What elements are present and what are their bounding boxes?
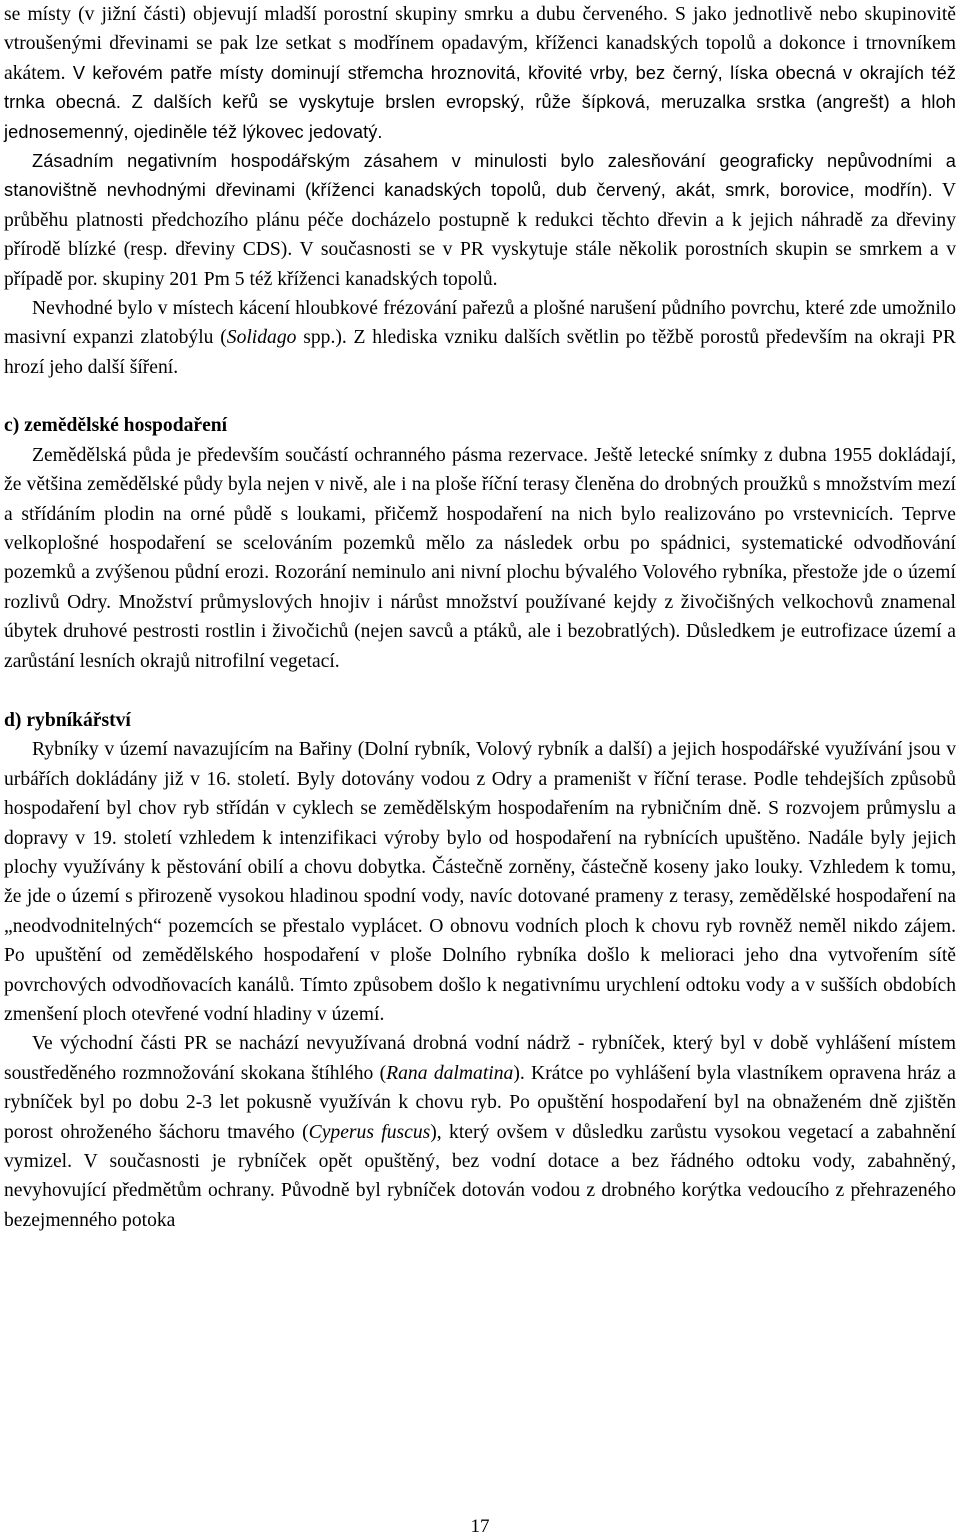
paragraph-fishponds-history: Rybníky v území navazujícím na Bařiny (Dolní rybník, Volový rybník a další) a jejich hospodářské využívání jsou v urbářích dokládány již v 16. století. Byly dotovány vodou z Odry a prameništ v říční terase. Podle tehdejších způsobů hospodaření byl chov ryb střídán v cyklech se zemědělským hospodařením na rybničním dně. S rozvojem průmyslu a dopravy v 19. století vzhledem k intenzifikaci výroby bylo od hospodaření na rybnících upuštěno. Nadále byly jejich plochy využívány k pěstování obilí a chovu dobytka. Částečně zorněny, částečně koseny jako louky. Vzhledem k tomu, že jde o území s přirozeně vysokou hladinou spodní vody, navíc dotované prameny z terasy, zemědělské hospodaření na „neodvodnitelných“ pozemcích se přestalo vyplácet. O obnovu vodních ploch k chovu ryb rovněž neměl nikdo zájem. Po upuštění od zemědělského hospodaření v ploše Dolního rybníka došlo k melioraci jeho dna vytvořením sítě povrchových odvodňovacích kanálů. Tímto způsobem došlo k negativnímu urychlení odtoku vody a v sušších obdobích zmenšení ploch otevřené vodní hladiny v území. (4, 739, 956, 1025)
species-rana-dalmatina: Rana dalmatina (386, 1062, 514, 1084)
paragraph-fishpond-east-part3: ), který ovšem v důsledku zarůstu vysokou vegetací a zabahnění vymizel. V současnosti je rybníček opět opuštěný, bez vodní dotace a bez řádného odtoku vody, zabahněný, nevyhovující předmětům ochrany. Původně byl rybníček dotován vodou z drobného korýtka vedoucího z přehrazeného bezejmenného potoka (4, 1121, 956, 1231)
paragraph-fishpond-east-part2: ). Krátce po vyhlášení byla vlastníkem opravena hráz a rybníček byl po dobu 2-3 let pokusně využíván k chovu ryb. Po opuštění hospodaření byl na obnaženém dně zjištěn porost ohroženého šáchoru tmavého ( (4, 1062, 956, 1143)
section-heading-agriculture: c) zemědělské hospodaření (4, 415, 228, 437)
paragraph-solidago-part2: spp.). Z hlediska vzniku dalších světlin po těžbě porostů především na okraji PR hrozí jeho další šíření. (4, 327, 956, 378)
page-number: 17 (470, 1516, 490, 1537)
paragraph-fishpond-east (4, 1029, 956, 1235)
paragraph-vegetation-shrubs: V keřovém patře místy dominují střemcha hroznovitá, křovité vrby, bez černý, líska obecná v okrajích též trnka obecná. Z dalších keřů se vyskytuje brslen evropský, růže šípková, meruzalka srstka (angrešt) a hloh jednosemenný, ojediněle též lýkovec jedovatý. (4, 62, 956, 142)
paragraph-fishpond-east-part1: Ve východní části PR se nachází nevyužívaná drobná vodní nádrž - rybníček, který byl v době vyhlášení místem soustředěného rozmnožování skokana štíhlého ( (4, 1033, 956, 1084)
paragraph-solidago-part1: Nevhodné bylo v místech kácení hloubkové frézování pařezů a plošné narušení půdního povrchu, které zde umožnilo masivní expanzi zlatobýlu ( (4, 298, 956, 349)
paragraph-agriculture: Zemědělská půda je především součástí ochranného pásma rezervace. Ještě letecké snímky z dubna 1955 dokládají, že většina zemědělské půdy byla nejen v nivě, ale i na ploše říční terasy členěna do drobných proužků s množstvím mezí a střídáním plodin na orné půdě s loukami, přičemž hospodaření na nich bylo realizováno po vrstevnicích. Teprve velkoplošné hospodaření se scelováním pozemků mělo za následek orbu po spádnici, systematické odvodňování pozemků a zvýšenou půdní erozi. Rozorání neminulo ani nivní plochu bývalého Volového rybníka, přestože jde o území rozlivů Odry. Množství průmyslových hnojiv i nárůst množství používané kejdy z živočišných velkochovů znamenal úbytek druhové pestrosti rostlin i živočichů (nejen savců a ptáků, ale i bezobratlých). Důsledkem je eutrofizace území a zarůstání lesních okrajů nitrofilní vegetací. (4, 444, 956, 672)
section-heading-fishponds: d) rybníkářství (4, 709, 131, 731)
paragraph-vegetation-trees: se místy (v jižní části) objevují mladší porostní skupiny smrku a dubu červeného. S jako jednotlivě nebo skupinovitě vtroušenými dřevinami se pak lze setkat s modřínem opadavým, kříženci kanadských topolů a dokonce i trnovníkem akátem. (4, 4, 956, 84)
paragraph-vegetation (4, 0, 956, 147)
paragraph-negative-forestry-part2: V průběhu platnosti předchozího plánu péče docházelo postupně k redukci těchto dřevin a k jejich náhradě za dřeviny přírodě blízké (resp. dřeviny CDS). V současnosti se v PR vyskytuje stále několik porostních skupin se smrkem a v případě por. skupiny 201 Pm 5 též kříženci kanadských topolů. (4, 180, 956, 290)
paragraph-solidago (4, 294, 956, 382)
document-page (4, 0, 956, 1235)
species-solidago: Solidago (226, 327, 297, 349)
species-cyperus-fuscus: Cyperus fuscus (308, 1121, 431, 1143)
paragraph-negative-forestry (4, 147, 956, 294)
paragraph-negative-forestry-part1: Zásadním negativním hospodářským zásahem v minulosti bylo zalesňování geograficky nepůvodními a stanovištně nevhodnými dřevinami (kříženci kanadských topolů, dub červený, akát, smrk, borovice, modřín). (4, 151, 956, 201)
